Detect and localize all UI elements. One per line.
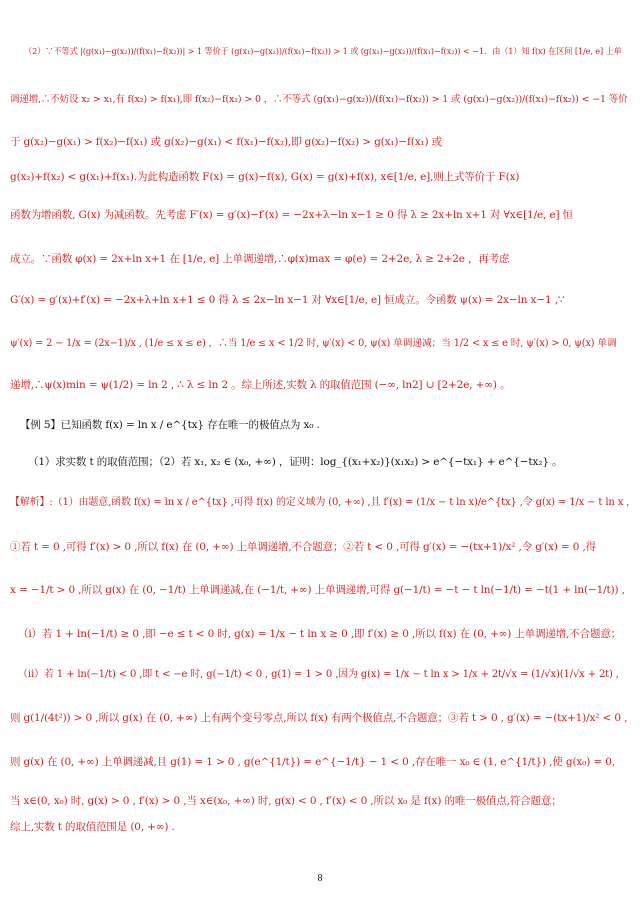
solution-line-4: （ⅰ）若 1 + ln(−1/t) ≥ 0 ,即 −e ≤ t < 0 时, g(x) = 1/x − t ln x ≥ 0 ,即 f′(x) ≥ 0 ,所以 f(x) 在 (0, +∞) 上单调递增,不合题意； xyxy=(18,628,622,640)
solution-conclusion: 综上,实数 t 的取值范围是 (0, +∞) . xyxy=(10,821,175,833)
example-5-questions: （1）求实数 t 的取值范围；（2）若 x₁, x₂ ∈ (x₀, +∞) ，证明：log_{(x₁+x₂)}(x₁x₂) > e^{−tx₁} + e^{−tx₂} 。 xyxy=(28,456,563,468)
solution-line-5: （ⅱ）若 1 + ln(−1/t) < 0 ,即 t < −e 时, g(−1/t) < 0 , g(1) = 1 > 0 ,因为 g(x) = 1/x − t ln x > 1/x + 2t/√x = (1/√x)(1/√x + 2t) , xyxy=(18,669,619,680)
line-7: G′(x) = g′(x)+f′(x) = −2x+λ+ln x+1 ≤ 0 得 λ ≤ 2x−ln x−1 对 ∀x∈[1/e, e] 恒成立。令函数 ψ(x) = 2x−ln x−1 ,∵ xyxy=(10,294,565,306)
line-2: 调递增,∴不妨设 x₂ > x₁,有 f(x₂) > f(x₁),即 f(x₂)−f(x₁) > 0 ，∴不等式 (g(x₁)−g(x₂))/(f(x₁)−f(x₂)) > 1 或 (g(x₁)−g(x₂))/(f(x₁)−f(x₂)) < −1 等价 xyxy=(10,94,628,105)
solution-line-8: 当 x∈(0, x₀) 时, g(x) > 0 , f′(x) > 0 ,当 x∈(x₀, +∞) 时, g(x) < 0 , f′(x) < 0 ,所以 x₀ 是 f(x) 的唯一极值点,符合题意； xyxy=(10,795,562,807)
solution-line-7: 则 g(x) 在 (0, +∞) 上单调递减,且 g(1) = 1 > 0 , g(e^{1/t}) = e^{−1/t} − 1 < 0 ,存在唯一 x₀ ∈ (1, e^{1/t}) ,使 g(x₀) = 0, xyxy=(10,756,615,768)
solution-line-1: 【解析】:（1）由题意,函数 f(x) = ln x / e^{tx} ,可得 f(x) 的定义域为 (0, +∞) ,且 f′(x) = (1/x − t ln x)/e^{tx} ,令 g(x) = 1/x − t ln x , xyxy=(10,497,630,508)
line-8: ψ′(x) = 2 − 1/x = (2x−1)/x , (1/e ≤ x ≤ e) ，∴当 1/e ≤ x < 1/2 时, ψ′(x) < 0, ψ(x) 单调递减；当 1/2 < x ≤ e 时, ψ′(x) > 0, ψ(x) 单调 xyxy=(10,338,617,349)
line-6: 成立。∵函数 φ(x) = 2x+ln x+1 在 [1/e, e] 上单调递增,∴φ(x)max = φ(e) = 2+2e, λ ≥ 2+2e ，再考虑 xyxy=(10,253,510,265)
solution-line-6: 则 g(1/(4t²)) > 0 ,所以 g(x) 在 (0, +∞) 上有两个变号零点,所以 f(x) 有两个极值点,不合题意；③若 t > 0 , g′(x) = −(tx+1)/x² < 0 , xyxy=(10,712,628,724)
line-3: 于 g(x₂)−g(x₁) > f(x₂)−f(x₁) 或 g(x₂)−g(x₁) < f(x₁)−f(x₂),即 g(x₂)−f(x₂) > g(x₁)−f(x₁) 或 xyxy=(10,136,443,148)
example-5-title: 【例 5】已知函数 f(x) = ln x / e^{tx} 存在唯一的极值点为 x₀ . xyxy=(20,419,320,431)
line-5: 函数为增函数, G(x) 为减函数。先考虑 F′(x) = g′(x)−f′(x) = −2x+λ−ln x−1 ≥ 0 得 λ ≥ 2x+ln x+1 对 ∀x∈[1/e, e] 恒 xyxy=(10,209,573,221)
line-9: 递增,∴ψ(x)min = ψ(1/2) = ln 2 , ∴ λ ≤ ln 2 。综上所述,实数 λ 的取值范围 (−∞, ln2] ∪ [2+2e, +∞) 。 xyxy=(10,379,511,391)
line-4: g(x₂)+f(x₂) < g(x₁)+f(x₁).为此构造函数 F(x) = g(x)−f(x), G(x) = g(x)+f(x), x∈[1/e, e],则上式等价于 F(x) xyxy=(10,171,520,183)
solution-line-2: ①若 t = 0 ,可得 f′(x) > 0 ,所以 f(x) 在 (0, +∞) 上单调递增,不合题意；②若 t < 0 ,可得 g′(x) = −(tx+1)/x² ,令 g′(x) = 0 ,得 xyxy=(10,541,596,553)
line-1: （2）∵不等式 |(g(x₁)−g(x₂))/(f(x₁)−f(x₂))| > 1 等价于 (g(x₁)−g(x₂))/(f(x₁)−f(x₂)) > 1 或 (g(x₁)−g(x₂))/(f(x₁)−f(x₂)) < −1．由（1）知 f(x) 在区间 [1/e, e] 上单 xyxy=(24,46,622,56)
solution-line-3: x = −1/t > 0 ,所以 g(x) 在 (0, −1/t) 上单调递减,在 (−1/t, +∞) 上单调递增,可得 g(−1/t) = −t − t ln(−1/t) = −t(1 + ln(−1/t)) , xyxy=(10,584,625,596)
page-number: 8 xyxy=(317,873,323,884)
